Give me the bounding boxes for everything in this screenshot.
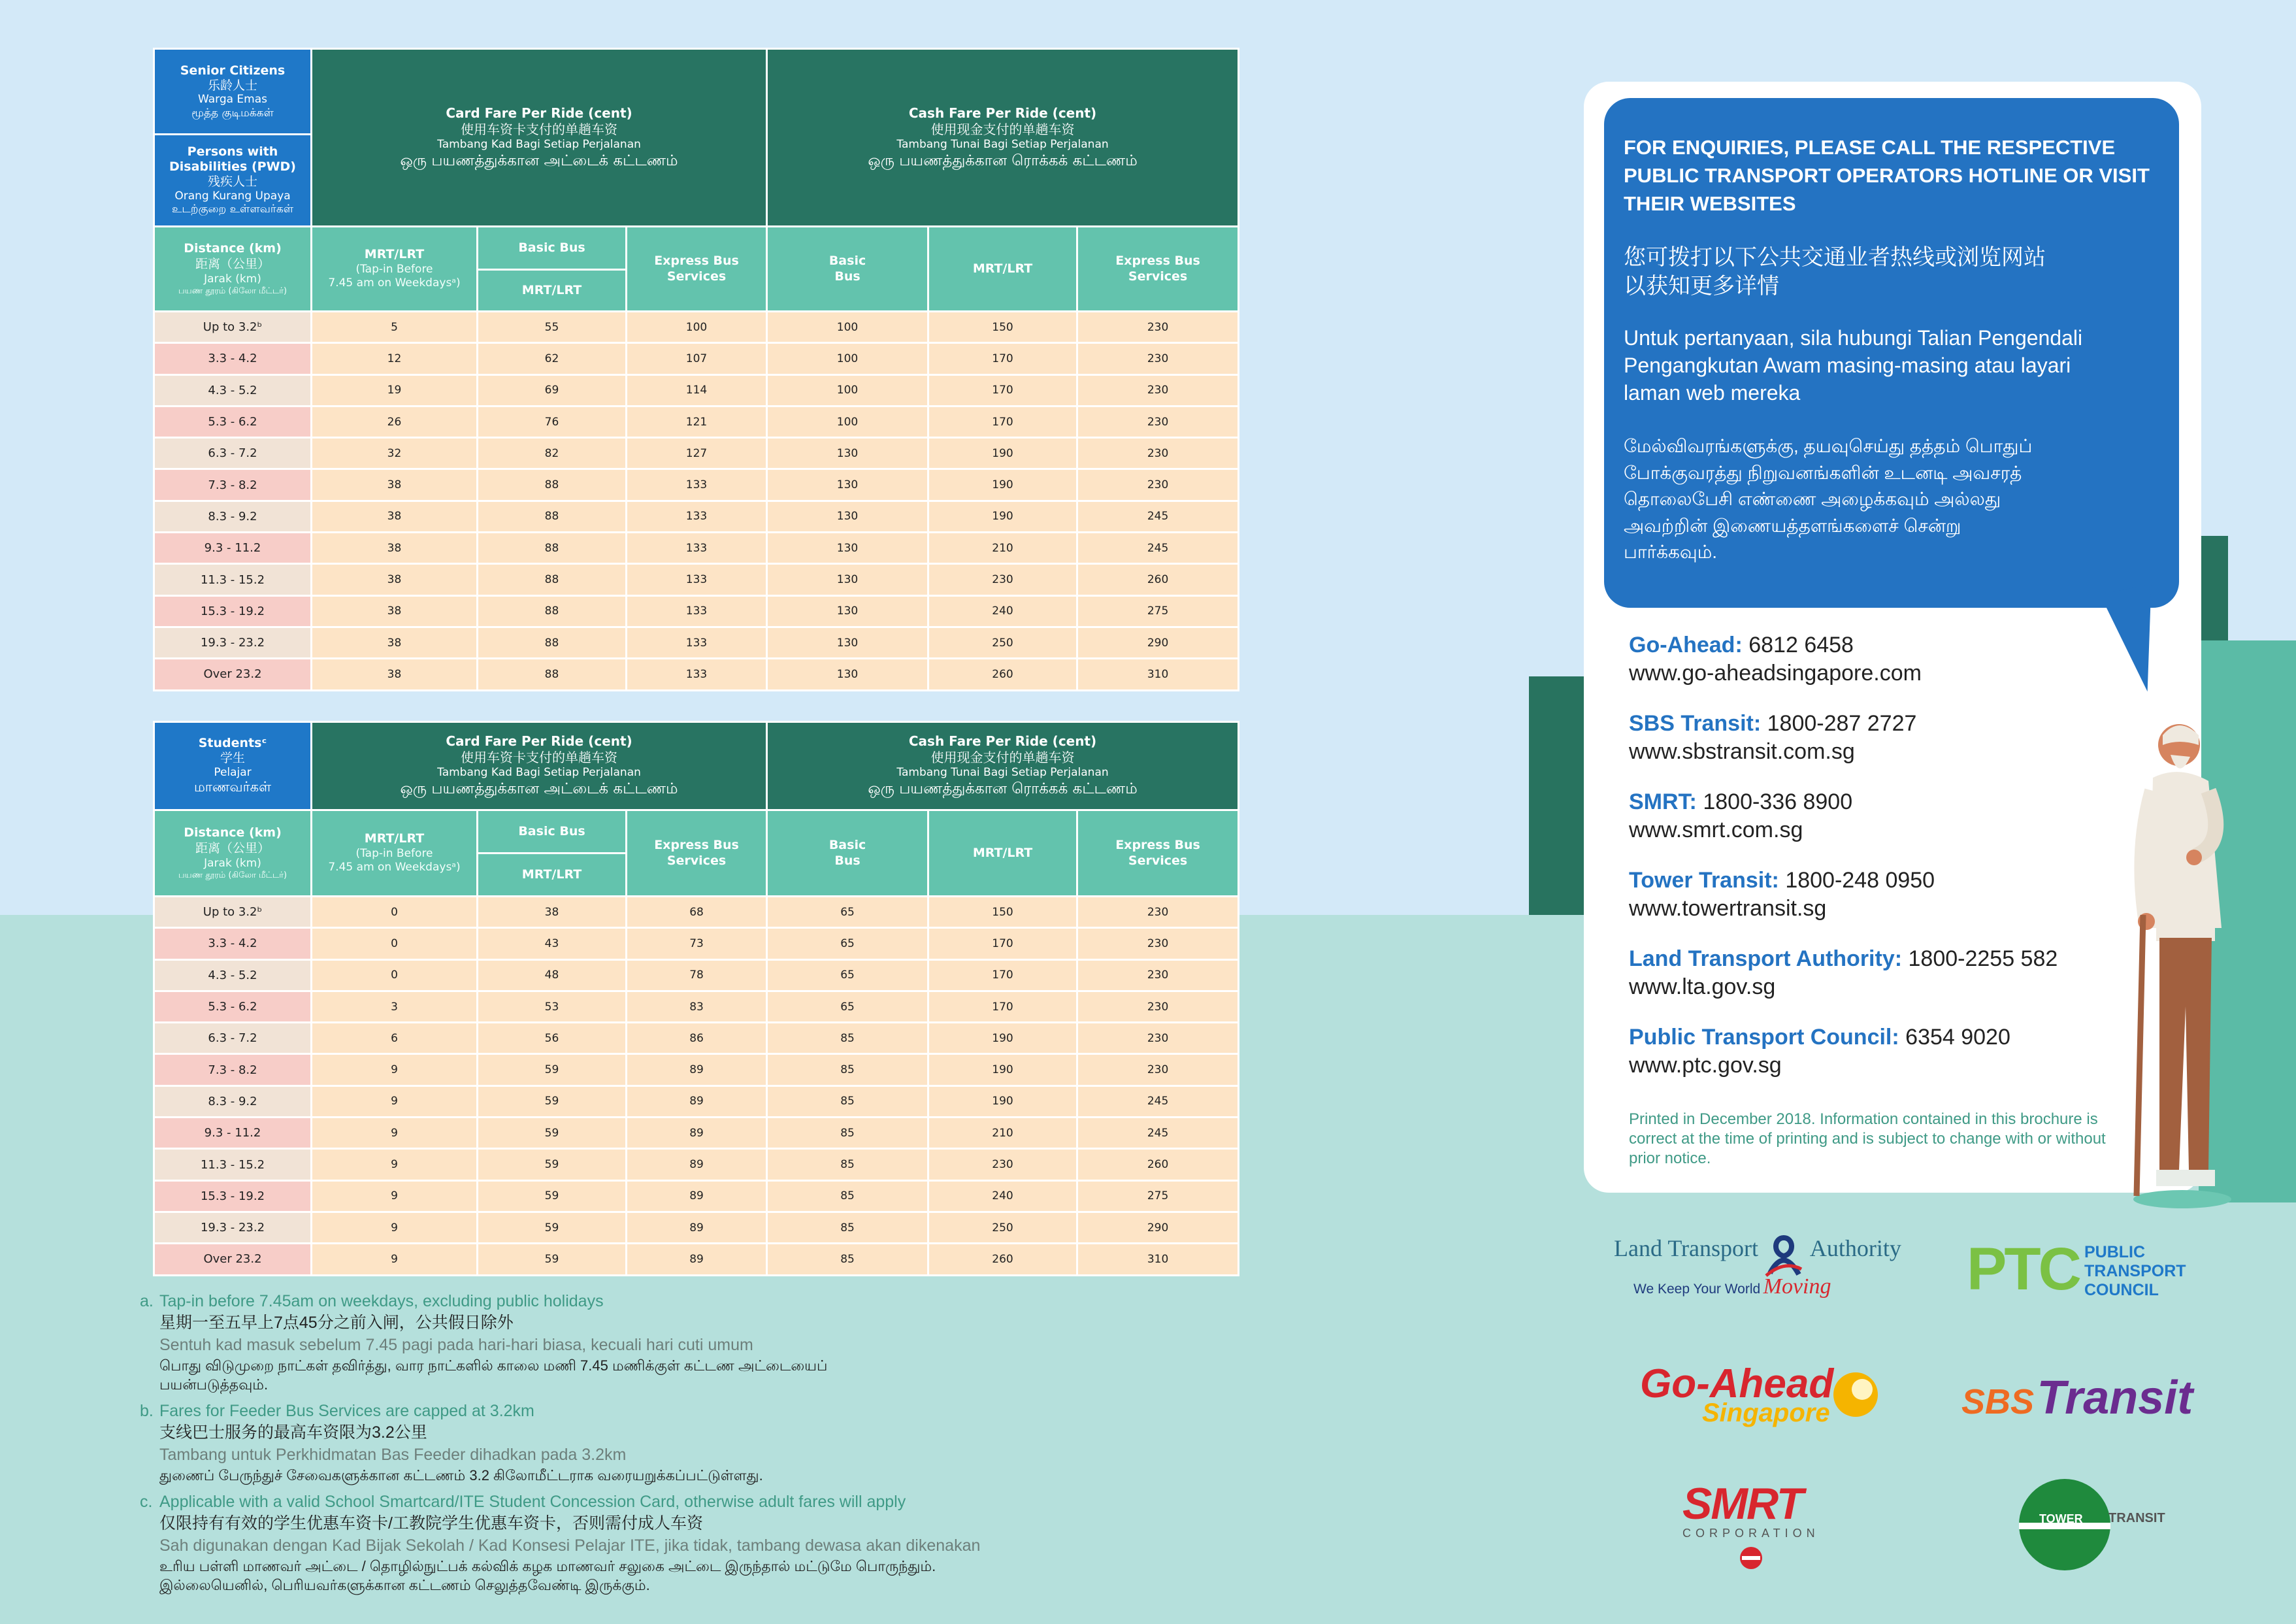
fare-cell: 83 (627, 991, 767, 1022)
distance-cell: Up to 3.2ᵇ (154, 897, 312, 928)
website-link[interactable]: www.sbstransit.com.sg (1629, 739, 1855, 764)
fare-cell: 260 (1077, 564, 1239, 595)
table-row (154, 595, 1239, 627)
fare-cell: 43 (478, 928, 627, 959)
fare-cell: 88 (478, 501, 627, 532)
fare-cell: 230 (928, 564, 1077, 595)
fare-cell: 3 (312, 991, 478, 1022)
fare-cell: 38 (312, 469, 478, 501)
fare-cell: 190 (928, 501, 1077, 532)
fare-cell: 130 (767, 627, 928, 658)
distance-cell: 11.3 - 15.2 (154, 564, 312, 595)
basic-bus-header: Basic Bus (478, 227, 627, 270)
fare-cell: 73 (627, 928, 767, 959)
ptc-mark: PTC (1967, 1236, 2079, 1302)
phone-number[interactable]: 1800-2255 582 (1908, 946, 2058, 971)
fare-cell: 150 (928, 312, 1077, 343)
mrt-tapin-header: MRT/LRT (Tap-in Before 7.45 am on Weekdaysᵃ) (312, 810, 478, 897)
fare-cell: 88 (478, 564, 627, 595)
fare-cell: 240 (928, 595, 1077, 627)
fare-cell: 65 (767, 991, 928, 1022)
fare-cell: 190 (928, 1023, 1077, 1054)
goahead-logo: Go-Ahead Singapore (1640, 1361, 1833, 1407)
fare-cell: 82 (478, 438, 627, 469)
fare-cell: 38 (312, 564, 478, 595)
cash-fare-header: Cash Fare Per Ride (cent) 使用现金支付的单趟车资 Tambang Tunai Bagi Setiap Perjalanan ஒரு பயணத்துக்கான ரொக்கக் கட்டணம் (767, 49, 1239, 227)
fare-cell: 230 (1077, 897, 1239, 928)
fare-cell: 19 (312, 374, 478, 406)
contact-ptc: Public Transport Council: 6354 9020 www.ptc.gov.sg (1629, 1025, 2010, 1078)
fare-cell: 32 (312, 438, 478, 469)
fare-cell: 130 (767, 533, 928, 564)
fare-cell: 230 (1077, 991, 1239, 1022)
fare-cell: 65 (767, 897, 928, 928)
fare-cell: 26 (312, 406, 478, 437)
basic-bus-mrt-header: MRT/LRT (478, 270, 627, 312)
fare-cell: 12 (312, 343, 478, 374)
distance-cell: 15.3 - 19.2 (154, 1180, 312, 1212)
fare-cell: 38 (312, 533, 478, 564)
fare-cell: 0 (312, 959, 478, 991)
table-row (154, 1085, 1239, 1117)
table-row (154, 374, 1239, 406)
lta-logo: Land Transport Authority We Keep Your World Moving (1614, 1234, 1901, 1299)
fare-cell: 260 (928, 1244, 1077, 1275)
distance-cell: 19.3 - 23.2 (154, 1212, 312, 1243)
fare-cell: 0 (312, 928, 478, 959)
fare-cell: 65 (767, 959, 928, 991)
distance-cell: 4.3 - 5.2 (154, 959, 312, 991)
lion-icon (1829, 1368, 1882, 1421)
fare-cell: 130 (767, 438, 928, 469)
website-link[interactable]: www.ptc.gov.sg (1629, 1053, 1782, 1078)
distance-cell: 8.3 - 9.2 (154, 501, 312, 532)
basic-bus-header: Basic Bus (478, 810, 627, 853)
pwd-category-cell: Persons with Disabilities (PWD) 残疾人士 Orang Kurang Upaya உடற்குறை உள்ளவர்கள் (154, 135, 312, 227)
fare-cell: 59 (478, 1118, 627, 1149)
contact-lta: Land Transport Authority: 1800-2255 582 www.lta.gov.sg (1629, 946, 2058, 999)
distance-cell: 5.3 - 6.2 (154, 406, 312, 437)
distance-cell: 6.3 - 7.2 (154, 1023, 312, 1054)
fare-cell: 240 (928, 1180, 1077, 1212)
footnote-a: a. Tap-in before 7.45am on weekdays, excluding public holidays 星期一至五早上7点45分之前入闸，公共假日除外 Sentuh kad masuk sebelum 7.45 pagi pada hari-hari biasa, kecuali hari cuti umum பொது விடுமுறை நாட்கள் தவிர்த்து, வார நாட்களில் காலை மணி 7.45 மணிக்குள் கட்டண அட்டையைப் பயன்படுத்தவும். (140, 1292, 828, 1393)
fare-cell: 85 (767, 1085, 928, 1117)
table-row (154, 469, 1239, 501)
fare-cell: 100 (767, 312, 928, 343)
fare-cell: 245 (1077, 533, 1239, 564)
fare-cell: 245 (1077, 1085, 1239, 1117)
table-row (154, 1054, 1239, 1085)
fare-cell: 89 (627, 1212, 767, 1243)
fare-cell: 310 (1077, 659, 1239, 690)
basic-bus-cash-header: Basic Bus (767, 810, 928, 897)
sbs-transit-logo: SBS Transit (1961, 1372, 2193, 1424)
printed-notice: Printed in December 2018. Information contained in this brochure is correct at the time of printing and is subject to change with or without prior notice. (1629, 1110, 2106, 1167)
fare-cell: 230 (1077, 406, 1239, 437)
fare-cell: 38 (312, 627, 478, 658)
mrt-cash-header: MRT/LRT (928, 810, 1077, 897)
express-cash-header: Express Bus Services (1077, 810, 1239, 897)
fare-cell: 48 (478, 959, 627, 991)
enquiry-zh: 您可拨打以下公共交通业者热线或浏览网站 以获知更多详情 (1624, 245, 2046, 299)
table-row (154, 438, 1239, 469)
footnote-c: c. Applicable with a valid School Smartcard/ITE Student Concession Card, otherwise adult fares will apply 仅限持有有效的学生优惠车资卡/工教院学生优惠车资卡，否则需付成人车资 Sah digunakan dengan Kad Bijak Sekolah / Kad Konsesi Pelajar ITE, jika tidak, tambang dewasa akan dikenakan உரிய பள்ளி மாணவர் அட்டை / தொழில்நுட்பக் கல்விக் கழக மாணவர் சலுகை அட்டை இருந்தால் மட்டுமே பொருந்தும். இல்லையெனில், பெரியவர்களுக்கான கட்டணம் செலுத்தவேண்டி இருக்கும். (140, 1493, 981, 1593)
fare-cell: 275 (1077, 1180, 1239, 1212)
distance-cell: 15.3 - 19.2 (154, 595, 312, 627)
fare-cell: 59 (478, 1212, 627, 1243)
elderly-man-illustration (2117, 719, 2254, 1216)
fare-cell: 85 (767, 1244, 928, 1275)
fare-cell: 89 (627, 1180, 767, 1212)
fare-cell: 89 (627, 1118, 767, 1149)
distance-cell: 4.3 - 5.2 (154, 374, 312, 406)
table-row (154, 659, 1239, 690)
distance-cell: 11.3 - 15.2 (154, 1149, 312, 1180)
fare-cell: 89 (627, 1054, 767, 1085)
distance-cell: 19.3 - 23.2 (154, 627, 312, 658)
distance-cell: 7.3 - 8.2 (154, 469, 312, 501)
distance-cell: 3.3 - 4.2 (154, 928, 312, 959)
fare-cell: 190 (928, 438, 1077, 469)
fare-cell: 9 (312, 1244, 478, 1275)
fare-cell: 5 (312, 312, 478, 343)
fare-cell: 85 (767, 1149, 928, 1180)
fare-cell: 68 (627, 897, 767, 928)
table-row (154, 501, 1239, 532)
student-category-cell: Studentsᶜ 学生 Pelajar மாணவர்கள் (154, 722, 312, 810)
cash-fare-header: Cash Fare Per Ride (cent) 使用现金支付的单趟车资 Tambang Tunai Bagi Setiap Perjalanan ஒரு பயணத்துக்கான ரொக்கக் கட்டணம் (767, 722, 1239, 810)
fare-cell: 0 (312, 897, 478, 928)
fare-cell: 190 (928, 1054, 1077, 1085)
fare-cell: 38 (312, 595, 478, 627)
table-row (154, 627, 1239, 658)
fare-cell: 88 (478, 659, 627, 690)
fare-cell: 245 (1077, 501, 1239, 532)
fare-cell: 9 (312, 1085, 478, 1117)
fare-cell: 275 (1077, 595, 1239, 627)
distance-cell: 5.3 - 6.2 (154, 991, 312, 1022)
category-label-ta: மூத்த குடிமக்கள் (191, 106, 274, 120)
distance-header: Distance (km) 距离（公里） Jarak (km) பயண தூரம் (கிலோ மீட்டர்) (154, 810, 312, 897)
contact-tower: Tower Transit: 1800-248 0950 www.towertransit.sg (1629, 868, 1935, 921)
express-bus-header: Express Bus Services (627, 227, 767, 312)
phone-number[interactable]: 1800-248 0950 (1785, 868, 1935, 893)
fare-cell: 230 (1077, 1023, 1239, 1054)
fare-cell: 133 (627, 501, 767, 532)
table-row (154, 928, 1239, 959)
table-row (154, 991, 1239, 1022)
distance-cell: 3.3 - 4.2 (154, 343, 312, 374)
fare-cell: 100 (767, 374, 928, 406)
senior-category-cell (154, 49, 312, 135)
fare-cell: 230 (1077, 959, 1239, 991)
fare-cell: 133 (627, 627, 767, 658)
fare-cell: 290 (1077, 627, 1239, 658)
website-link[interactable]: www.smrt.com.sg (1629, 818, 1803, 842)
lta-emblem-icon (1761, 1234, 1807, 1273)
distance-cell: 8.3 - 9.2 (154, 1085, 312, 1117)
fare-cell: 127 (627, 438, 767, 469)
fare-cell: 59 (478, 1085, 627, 1117)
basic-bus-mrt-header: MRT/LRT (478, 853, 627, 897)
category-label-zh: 乐龄人士 (207, 78, 257, 93)
card-fare-header: Card Fare Per Ride (cent) 使用车资卡支付的单趟车资 Tambang Kad Bagi Setiap Perjalanan ஒரு பயணத்துக்கான அட்டைக் கட்டணம் (312, 49, 767, 227)
fare-cell: 250 (928, 627, 1077, 658)
fare-cell: 114 (627, 374, 767, 406)
fare-cell: 59 (478, 1149, 627, 1180)
website-link[interactable]: www.go-aheadsingapore.com (1629, 661, 1922, 686)
distance-cell: 6.3 - 7.2 (154, 438, 312, 469)
fare-cell: 85 (767, 1023, 928, 1054)
fare-cell: 210 (928, 533, 1077, 564)
fare-cell: 9 (312, 1149, 478, 1180)
fare-cell: 130 (767, 501, 928, 532)
fare-cell: 100 (627, 312, 767, 343)
fare-cell: 230 (928, 1149, 1077, 1180)
phone-number[interactable]: 6354 9020 (1905, 1025, 2010, 1050)
fare-cell: 170 (928, 991, 1077, 1022)
fare-cell: 53 (478, 991, 627, 1022)
fare-cell: 130 (767, 659, 928, 690)
fare-cell: 230 (1077, 928, 1239, 959)
fare-cell: 6 (312, 1023, 478, 1054)
fare-cell: 230 (1077, 312, 1239, 343)
fare-cell: 100 (767, 406, 928, 437)
phone-number[interactable]: 1800-336 8900 (1703, 789, 1853, 814)
fare-cell: 210 (928, 1118, 1077, 1149)
fare-cell: 230 (1077, 469, 1239, 501)
fare-cell: 170 (928, 343, 1077, 374)
fare-cell: 9 (312, 1180, 478, 1212)
tower-transit-logo: TOWER TRANSIT (2016, 1476, 2114, 1577)
category-label-en: Senior Citizens (180, 63, 286, 78)
fare-cell: 89 (627, 1149, 767, 1180)
fare-cell: 190 (928, 1085, 1077, 1117)
fare-cell: 38 (478, 897, 627, 928)
fare-cell: 230 (1077, 1054, 1239, 1085)
fare-cell: 190 (928, 469, 1077, 501)
express-bus-header: Express Bus Services (627, 810, 767, 897)
contact-goahead: Go-Ahead: 6812 6458 www.go-aheadsingapore.com (1629, 633, 1922, 686)
mrt-cash-header: MRT/LRT (928, 227, 1077, 312)
fare-cell: 230 (1077, 438, 1239, 469)
mrt-tapin-header: MRT/LRT (Tap-in Before 7.45 am on Weekdaysᵃ) (312, 227, 478, 312)
contact-smrt: SMRT: 1800-336 8900 www.smrt.com.sg (1629, 789, 1853, 842)
table-row (154, 1180, 1239, 1212)
fare-cell: 130 (767, 564, 928, 595)
smrt-circle-icon (1738, 1545, 1764, 1571)
express-cash-header: Express Bus Services (1077, 227, 1239, 312)
senior-fare-table (153, 48, 1239, 691)
enquiry-ms: Untuk pertanyaan, sila hubungi Talian Pengendali Pengangkutan Awam masing-masing atau layari laman web mereka (1624, 326, 2083, 405)
fare-cell: 130 (767, 595, 928, 627)
fare-cell: 56 (478, 1023, 627, 1054)
distance-cell: 7.3 - 8.2 (154, 1054, 312, 1085)
phone-number[interactable]: 6812 6458 (1748, 633, 1854, 657)
fare-cell: 150 (928, 897, 1077, 928)
fare-cell: 85 (767, 1180, 928, 1212)
fare-cell: 59 (478, 1244, 627, 1275)
table-row (154, 564, 1239, 595)
table-row (154, 312, 1239, 343)
fare-cell: 85 (767, 1054, 928, 1085)
enquiry-ta: மேல்விவரங்களுக்கு, தயவுசெய்து தத்தம் பொதுப் போக்குவரத்து நிறுவனங்களின் உடனடி அவசரத் தொலைபேசி எண்ணை அழைக்கவும் அல்லது அவற்றின் இணையத்தளங்களைச் சென்று பார்க்கவும். (1624, 436, 2033, 563)
fare-cell: 88 (478, 469, 627, 501)
website-link[interactable]: www.lta.gov.sg (1629, 974, 1776, 999)
fare-cell: 38 (312, 501, 478, 532)
table-row (154, 533, 1239, 564)
table-row (154, 1212, 1239, 1243)
fare-cell: 170 (928, 374, 1077, 406)
fare-cell: 260 (928, 659, 1077, 690)
fare-cell: 133 (627, 564, 767, 595)
distance-cell: Over 23.2 (154, 659, 312, 690)
table-row (154, 1149, 1239, 1180)
distance-cell: Over 23.2 (154, 1244, 312, 1275)
footnote-b: b. Fares for Feeder Bus Services are capped at 3.2km 支线巴士服务的最高车资限为3.2公里 Tambang untuk Perkhidmatan Bas Feeder dihadkan pada 3.2km துணைப் பேருந்துச் சேவைகளுக்கான கட்டணம் 3.2 கிலோமீட்டராக வரையறுக்கப்பட்டுள்ளது. (140, 1402, 763, 1483)
fare-cell: 9 (312, 1118, 478, 1149)
enquiry-title-en: FOR ENQUIRIES, PLEASE CALL THE RESPECTIVE PUBLIC TRANSPORT OPERATORS HOTLINE OR VISIT THEIR WEBSITES (1624, 136, 2150, 215)
phone-number[interactable]: 1800-287 2727 (1767, 711, 1917, 736)
fare-cell: 89 (627, 1244, 767, 1275)
fare-cell: 100 (767, 343, 928, 374)
fare-cell: 133 (627, 595, 767, 627)
fare-cell: 55 (478, 312, 627, 343)
website-link[interactable]: www.towertransit.sg (1629, 896, 1827, 921)
smrt-logo: SMRT CORPORATION (1682, 1478, 1820, 1540)
fare-cell: 260 (1077, 1149, 1239, 1180)
fare-cell: 9 (312, 1212, 478, 1243)
table-row (154, 1118, 1239, 1149)
fare-cell: 170 (928, 959, 1077, 991)
fare-cell: 89 (627, 1085, 767, 1117)
fare-cell: 130 (767, 469, 928, 501)
fare-cell: 85 (767, 1118, 928, 1149)
fare-cell: 78 (627, 959, 767, 991)
fare-cell: 133 (627, 533, 767, 564)
student-fare-table (153, 721, 1239, 1276)
fare-cell: 245 (1077, 1118, 1239, 1149)
distance-cell: 9.3 - 11.2 (154, 533, 312, 564)
fare-cell: 310 (1077, 1244, 1239, 1275)
fare-cell: 9 (312, 1054, 478, 1085)
fare-cell: 88 (478, 533, 627, 564)
fare-cell: 88 (478, 595, 627, 627)
fare-cell: 133 (627, 469, 767, 501)
fare-cell: 170 (928, 928, 1077, 959)
fare-cell: 230 (1077, 374, 1239, 406)
fare-cell: 59 (478, 1180, 627, 1212)
fare-cell: 65 (767, 928, 928, 959)
fare-cell: 121 (627, 406, 767, 437)
fare-cell: 88 (478, 627, 627, 658)
table-row (154, 1023, 1239, 1054)
distance-cell: 9.3 - 11.2 (154, 1118, 312, 1149)
fare-cell: 76 (478, 406, 627, 437)
distance-cell: Up to 3.2ᵇ (154, 312, 312, 343)
fare-cell: 85 (767, 1212, 928, 1243)
category-label-ms: Warga Emas (197, 93, 268, 107)
fare-cell: 59 (478, 1054, 627, 1085)
fare-cell: 290 (1077, 1212, 1239, 1243)
fare-cell: 107 (627, 343, 767, 374)
fare-cell: 62 (478, 343, 627, 374)
fare-cell: 69 (478, 374, 627, 406)
fare-cell: 133 (627, 659, 767, 690)
card-fare-header: Card Fare Per Ride (cent) 使用车资卡支付的单趟车资 Tambang Kad Bagi Setiap Perjalanan ஒரு பயணத்துக்கான அட்டைக் கட்டணம் (312, 722, 767, 810)
table-row (154, 406, 1239, 437)
fare-cell: 250 (928, 1212, 1077, 1243)
table-row (154, 1244, 1239, 1275)
basic-bus-cash-header: Basic Bus (767, 227, 928, 312)
table-row (154, 959, 1239, 991)
fare-cell: 38 (312, 659, 478, 690)
table-row (154, 343, 1239, 374)
contact-sbs: SBS Transit: 1800-287 2727 www.sbstransit.com.sg (1629, 711, 1917, 764)
table-row (154, 897, 1239, 928)
fare-cell: 86 (627, 1023, 767, 1054)
fare-cell: 170 (928, 406, 1077, 437)
distance-header: Distance (km) 距离（公里） Jarak (km) பயண தூரம் (கிலோ மீட்டர்) (154, 227, 312, 312)
fare-cell: 230 (1077, 343, 1239, 374)
